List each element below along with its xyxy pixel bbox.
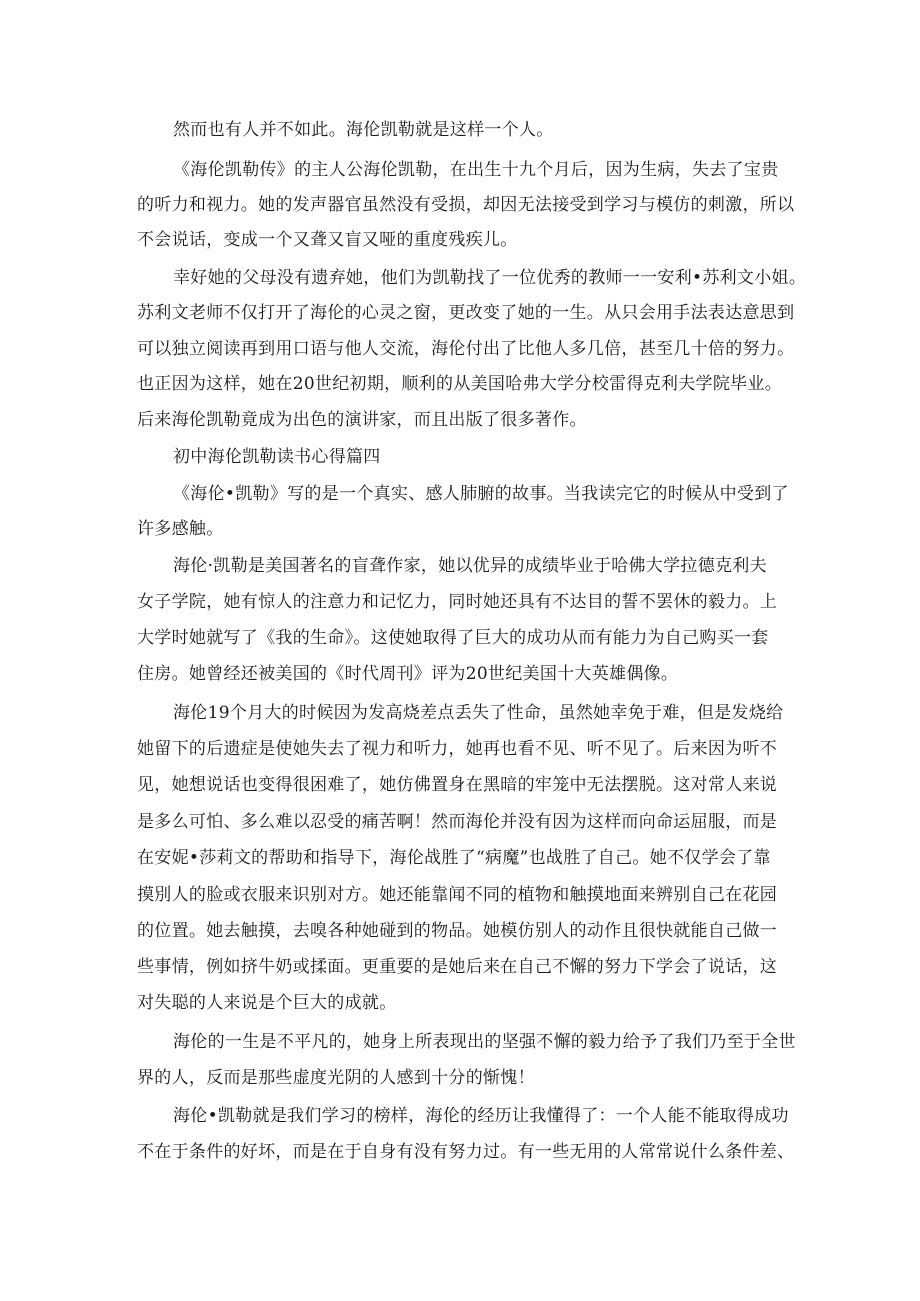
text-line: 她留下的后遗症是使她失去了视力和听力，她再也看不见、听不见了。后来因为听不 — [137, 739, 778, 759]
text-line: 海伦·凯勒是美国著名的盲聋作家，她以优异的成绩毕业于哈佛大学拉德克利夫 — [173, 556, 767, 576]
text-line: 苏利文老师不仅打开了海伦的心灵之窗，更改变了她的一生。从只会用手法表达意思到 — [137, 303, 795, 323]
text-line: 见，她想说话也变得很困难了，她仿佛置身在黑暗的牢笼中无法摆脱。这对常人来说 — [137, 775, 778, 795]
text-line: 许多感触。 — [137, 519, 224, 539]
section-heading: 初中海伦凯勒读书心得篇四 — [173, 447, 381, 467]
text-line: 不在于条件的好坏，而是在于自身有没有努力过。有一些无用的人常常说什么条件差、 — [137, 1142, 795, 1162]
text-line: 然而也有人并不如此。海伦凯勒就是这样一个人。 — [173, 120, 554, 140]
text-line: 不会说话，变成一个又聋又盲又哑的重度残疾儿。 — [137, 230, 518, 250]
text-line: 界的人，反而是那些虚度光阴的人感到十分的惭愧！ — [137, 1068, 535, 1088]
text-line: 也正因为这样，她在20世纪初期，顺利的从美国哈弗大学分校雷得克利夫学院毕业。 — [137, 374, 783, 394]
text-line: 在安妮•莎莉文的帮助和指导下，海伦战胜了“病魔”也战胜了自己。她不仅学会了靠 — [137, 848, 771, 868]
text-line: 的听力和视力。她的发声器官虽然没有受损，却因无法接受到学习与模仿的刺激，所以 — [137, 195, 795, 215]
text-line: 大学时她就写了《我的生命》。这使她取得了巨大的成功从而有能力为自己购买一套 — [137, 628, 769, 648]
text-line: 住房。她曾经还被美国的《时代周刊》评为20世纪美国十大英雄偶像。 — [137, 664, 679, 684]
text-line: 摸別人的脸或衣服来识别对方。她还能靠闻不同的植物和触摸地面来辨别自己在花园 — [137, 885, 778, 905]
text-line: 海伦•凯勒就是我们学习的榜样，海伦的经历让我懂得了：一个人能不能取得成功 — [173, 1106, 789, 1126]
text-line: 海伦19个月大的时候因为发高烧差点丢失了性命，虽然她幸免于难，但是发烧给 — [173, 703, 784, 723]
text-line: 可以独立阅读再到用口语与他人交流，海伦付出了比他人多几倍，甚至几十倍的努力。 — [137, 339, 795, 359]
text-line: 幸好她的父母没有遗弃她，他们为凯勒找了一位优秀的教师一一安利•苏利文小姐。 — [173, 268, 807, 288]
text-line: 些事情，例如挤牛奶或揉面。更重要的是她后来在自己不懈的努力下学会了说话，这 — [137, 957, 778, 977]
text-line: 女子学院，她有惊人的注意力和记忆力，同时她还具有不达目的誓不罢休的毅力。上 — [137, 592, 778, 612]
text-line: 《海伦凯勒传》的主人公海伦凯勒，在出生十九个月后，因为生病，失去了宝贵 — [173, 160, 779, 180]
text-line: 《海伦•凯勒》写的是一个真实、感人肺腑的故事。当我读完它的时候从中受到了 — [173, 484, 789, 504]
text-line: 对失聪的人来说是个巨大的成就。 — [137, 993, 397, 1013]
text-line: 的位置。她去触摸，去嗅各种她碰到的物品。她模仿别人的动作且很快就能自己做一 — [137, 921, 778, 941]
text-line: 是多么可怕、多么难以忍受的痛苦啊！然而海伦并没有因为这样而向命运屈服，而是 — [137, 812, 778, 832]
text-line: 海伦的一生是不平凡的，她身上所表现出的坚强不懈的毅力给予了我们乃至于全世 — [173, 1032, 796, 1052]
text-line: 后来海伦凯勒竟成为出色的演讲家，而且出版了很多著作。 — [137, 410, 587, 430]
